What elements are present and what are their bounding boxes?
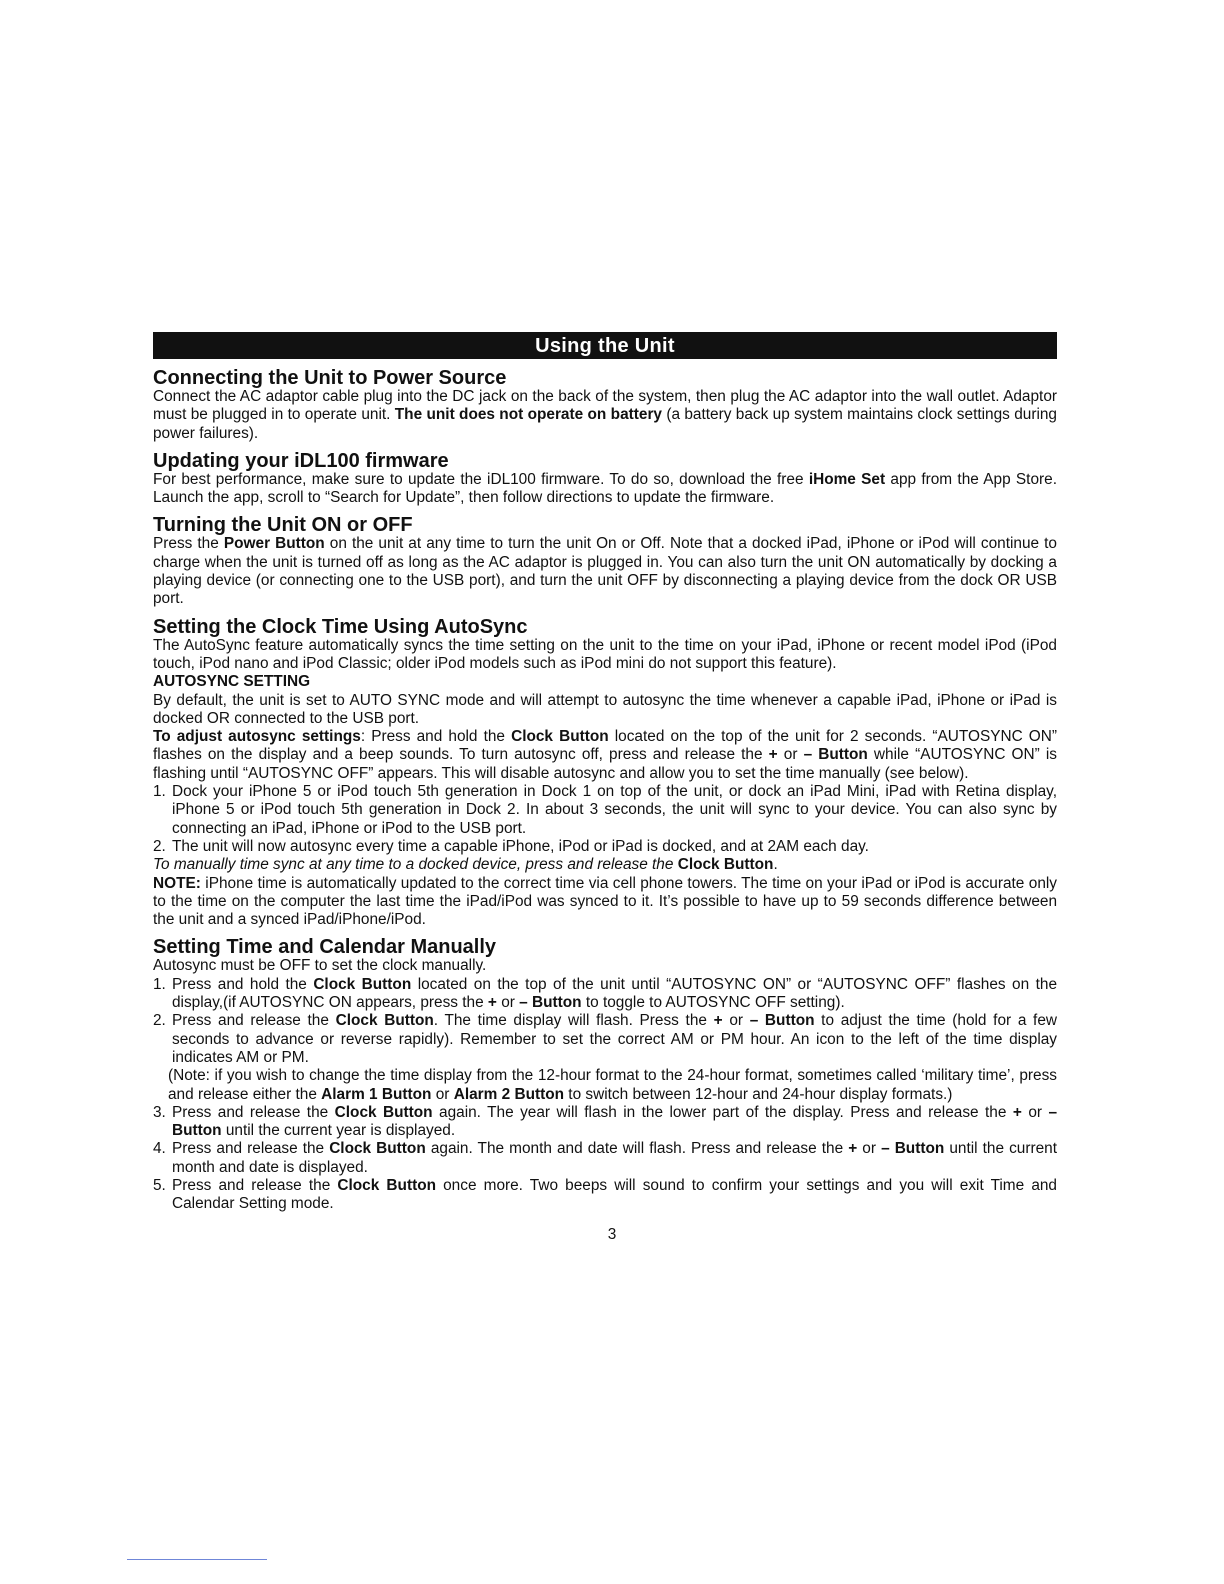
paragraph-turning-on-off — [153, 535, 1057, 608]
text-run: or — [857, 1140, 882, 1158]
bold-run: iHome Set — [808, 470, 886, 488]
paragraph-adjust-autosync — [153, 728, 1057, 783]
bold-run: Power Button — [223, 535, 325, 553]
text-run: Connect the AC adaptor cable plug into the DC jack on the back of the system, then plug the AC adaptor into the wall outlet. Adaptor must be plugged in to operate unit. — [153, 388, 1057, 424]
list-text: Dock your iPhone 5 or iPod touch 5th generation in Dock 1 on top of the unit, or dock an iPad Mini, iPad with Retina display, iPhone 5 or iPod touch 5th generation in Dock 2. In about 3 seconds, the unit will sync to your device. You can also sync by connecting an iPad, iPhone or iPod to the USB port. — [172, 783, 1057, 837]
bold-run: Clock Button — [677, 856, 774, 874]
bold-run: – Button — [749, 1012, 815, 1030]
list-number: 2. — [153, 1012, 166, 1030]
text-run: or — [1021, 1103, 1049, 1121]
text-run: (Note: if you wish to change the time display from the 12-hour format to the 24-hour format, sometimes called ‘military time’, press and release either the — [168, 1067, 1057, 1103]
paragraph-autosync-intro: The AutoSync feature automatically syncs the time setting on the unit to the time on your iPad, iPhone or recent model iPod (iPod touch, iPod nano and iPod Classic; older iPod models such as iPod mini do not support this feature). — [153, 636, 1057, 672]
text-run: Press and hold the — [172, 975, 314, 993]
italic-run: To manually time sync at any time to a docked device, press and release the — [153, 856, 678, 874]
text-run: located on the top of the unit until “AUTOSYNC ON” or “AUTOSYNC OFF” flashes on the display,(if AUTOSYNC ON appears, press the — [172, 975, 1058, 1012]
list-number: 5. — [153, 1176, 166, 1194]
text-run: once more. Two beeps will sound to confirm your settings and you will exit Time and Calendar Setting mode. — [172, 1176, 1057, 1213]
heading-time-calendar: Setting Time and Calendar Manually — [153, 936, 497, 959]
list-number: 1. — [153, 975, 166, 993]
heading-turning-on-off: Turning the Unit ON or OFF — [153, 514, 413, 537]
text-run: again. The month and date will flash. Press and release the — [425, 1140, 849, 1158]
bold-run: The unit does not operate on battery — [394, 406, 662, 424]
text-run: to toggle to AUTOSYNC OFF setting). — [581, 994, 845, 1012]
bold-run: Clock Button — [335, 1012, 434, 1030]
list-item — [153, 976, 1057, 1013]
bold-run: + — [848, 1140, 858, 1158]
bold-run: Alarm 1 Button — [321, 1085, 432, 1103]
text-run: again. The year will flash in the lower part of the display. Press and release the — [432, 1103, 1013, 1121]
text-run: Press the — [153, 535, 224, 553]
text-run: iPhone time is automatically updated to the correct time via cell phone towers. The time on your iPad or iPod is accurate only to the time on the computer the last time the iPad/iPod was synced to it. It’s possible to have up to 59 seconds difference between the unit and a synced iPad/iPhone/iPod. — [153, 874, 1057, 929]
note-label: NOTE: — [153, 874, 201, 892]
bold-run: To adjust autosync settings — [153, 728, 361, 746]
paragraph-time-calendar-intro: Autosync must be OFF to set the clock manually. — [153, 957, 487, 975]
footer-rule — [127, 1559, 267, 1560]
text-run: until the current month and date is displayed. — [172, 1140, 1058, 1176]
bold-run: Alarm 2 Button — [453, 1085, 565, 1103]
heading-updating-firmware: Updating your iDL100 firmware — [153, 449, 449, 472]
text-run: Press and release the — [172, 1140, 330, 1158]
list-number: 2. — [153, 837, 166, 855]
manual-page-content — [153, 332, 1057, 1214]
heading-autosync: Setting the Clock Time Using AutoSync — [153, 615, 528, 638]
text-run: to switch between 12-hour and 24-hour display formats.) — [564, 1085, 953, 1103]
text-run: until the current year is displayed. — [221, 1122, 456, 1140]
bold-run: – Button — [172, 1103, 1057, 1140]
bold-run: + — [768, 746, 778, 764]
bold-run: – Button — [519, 994, 582, 1012]
autosync-steps-list — [153, 783, 1057, 856]
text-run: (a battery back up system maintains clock settings during power failures). — [153, 406, 1057, 442]
paragraph-updating-firmware — [153, 471, 1057, 508]
paragraph-connecting-power — [153, 388, 1057, 443]
list-item — [153, 1140, 1057, 1177]
bold-run: + — [713, 1012, 723, 1030]
list-number: 1. — [153, 783, 166, 801]
list-item — [153, 1012, 1057, 1067]
text-run: Press and release the — [172, 1012, 336, 1030]
paragraph-manual-sync — [153, 856, 1057, 874]
bold-run: Clock Button — [511, 728, 609, 746]
bold-run: Clock Button — [334, 1103, 433, 1121]
list-item — [153, 1177, 1057, 1214]
text-run: located on the top of the unit for 2 seconds. “AUTOSYNC ON” flashes on the display and a beep sounds. To turn autosync off, press and release the — [153, 728, 1058, 764]
text-run: or — [496, 994, 520, 1012]
list-number: 4. — [153, 1140, 166, 1158]
text-run: . — [773, 856, 778, 874]
time-calendar-steps-list — [153, 976, 1057, 1067]
list-item — [153, 783, 1057, 838]
bold-run: Clock Button — [329, 1140, 426, 1158]
text-run: while “AUTOSYNC ON” is flashing until “AUTOSYNC OFF” appears. This will disable autosync and allow you to set the time manually (see below). — [153, 746, 1057, 782]
text-run: . The time display will flash. Press the — [433, 1012, 714, 1030]
list-text: The unit will now autosync every time a capable iPhone, iPod or iPad is docked, and at 2AM each day. — [172, 837, 869, 855]
text-run: Press and release the — [172, 1176, 338, 1194]
text-run: Press and release the — [172, 1103, 335, 1121]
paragraph-autosync-default: By default, the unit is set to AUTO SYNC mode and will attempt to autosync the time whenever a capable iPad, iPhone or iPad is docked OR connected to the USB port. — [153, 691, 1057, 727]
bold-run: Clock Button — [337, 1176, 436, 1194]
text-run: app from the App Store. Launch the app, scroll to “Search for Update”, then follow directions to update the firmware. — [153, 470, 1057, 507]
list-item — [153, 838, 1057, 856]
section-banner: Using the Unit — [153, 332, 1057, 359]
heading-connecting-power: Connecting the Unit to Power Source — [153, 367, 507, 389]
text-run: on the unit at any time to turn the unit On or Off. Note that a docked iPad, iPhone or iPod will continue to charge when the unit is turned off as long as the AC adaptor is plugged in. You can also turn the unit ON automatically by docking a playing device (or connecting one to the USB port), and turn the unit OFF by disconnecting a playing device from the dock OR USB port. — [153, 535, 1057, 608]
bold-run: – Button — [803, 746, 868, 764]
bold-run: Clock Button — [313, 975, 412, 993]
text-run: : Press and hold the — [360, 728, 512, 746]
bold-run: + — [1012, 1103, 1022, 1121]
text-run: For best performance, make sure to update the iDL100 firmware. To do so, download the free — [153, 470, 809, 488]
text-run: or — [431, 1085, 454, 1103]
subheading-autosync-setting: AUTOSYNC SETTING — [153, 673, 311, 691]
time-calendar-steps-list-continued — [153, 1104, 1057, 1214]
bold-run: – Button — [881, 1140, 945, 1158]
text-run: or — [777, 746, 804, 764]
list-number: 3. — [153, 1103, 166, 1121]
text-run: to adjust the time (hold for a few seconds to advance or reverse rapidly). Remember to set the correct AM or PM hour. An icon to the left of the time display indicates AM or PM. — [172, 1012, 1058, 1066]
page-number: 3 — [607, 1226, 617, 1243]
note-12-24-hour — [153, 1067, 1057, 1104]
paragraph-note — [153, 875, 1057, 930]
bold-run: + — [487, 994, 497, 1012]
list-item — [153, 1104, 1057, 1141]
text-run: or — [722, 1012, 750, 1030]
